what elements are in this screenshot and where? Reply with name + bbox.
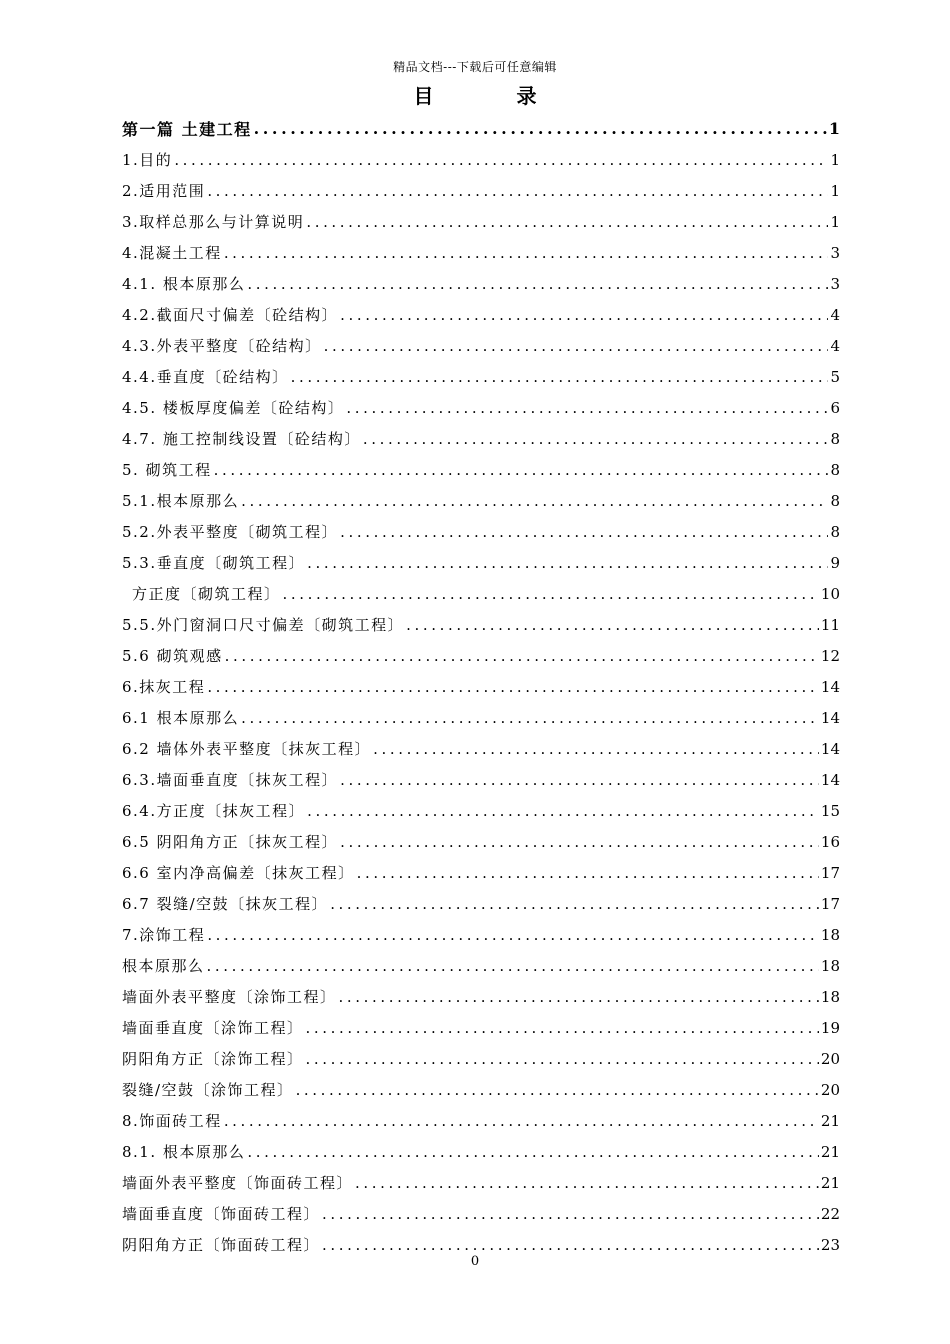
toc-leader-dots <box>207 182 828 200</box>
toc-entry-label: 阴阳角方正〔饰面砖工程〕 <box>122 1236 321 1254</box>
toc-entry[interactable] <box>122 1074 840 1105</box>
toc-entry-label: 2.适用范围 <box>122 182 206 200</box>
table-of-contents <box>122 113 840 1260</box>
toc-entry[interactable] <box>122 1105 840 1136</box>
toc-entry-page: 22 <box>820 1204 840 1223</box>
toc-entry[interactable] <box>122 113 840 144</box>
toc-entry[interactable] <box>122 919 840 950</box>
toc-entry[interactable] <box>122 1167 840 1198</box>
toc-entry[interactable] <box>122 547 840 578</box>
toc-leader-dots <box>340 771 819 789</box>
toc-entry-page: 12 <box>820 646 840 665</box>
toc-entry-page: 8 <box>830 429 840 448</box>
toc-entry-label: 墙面垂直度〔饰面砖工程〕 <box>122 1205 321 1223</box>
toc-entry[interactable] <box>122 733 840 764</box>
toc-entry-label: 5.6 砌筑观感 <box>122 647 223 665</box>
toc-entry-label: 6.4.方正度〔抹灰工程〕 <box>122 802 306 820</box>
toc-entry-page: 18 <box>820 987 840 1006</box>
toc-entry[interactable] <box>122 702 840 733</box>
toc-entry[interactable] <box>122 206 840 237</box>
toc-entry-page: 4 <box>830 305 840 324</box>
page-header: 精品文档---下载后可任意编辑 <box>393 60 557 74</box>
toc-leader-dots <box>322 1236 819 1254</box>
toc-entry-page: 8 <box>830 491 840 510</box>
toc-leader-dots <box>207 926 819 944</box>
toc-entry-page: 21 <box>820 1173 840 1192</box>
toc-entry-label: 4.5. 楼板厚度偏差〔砼结构〕 <box>122 399 345 417</box>
toc-entry-page: 15 <box>820 801 840 820</box>
toc-entry[interactable] <box>122 950 840 981</box>
toc-entry-label: 5. 砌筑工程 <box>122 461 212 479</box>
toc-entry[interactable] <box>122 516 840 547</box>
toc-entry[interactable] <box>122 1198 840 1229</box>
toc-entry-page: 21 <box>820 1111 840 1130</box>
toc-entry[interactable] <box>122 671 840 702</box>
toc-entry-label: 根本原那么 <box>122 957 205 975</box>
toc-entry-page: 18 <box>820 956 840 975</box>
toc-entry[interactable] <box>122 454 840 485</box>
toc-leader-dots <box>363 430 829 448</box>
page-title: 目 录 <box>413 84 575 108</box>
toc-leader-dots <box>283 585 819 603</box>
toc-entry-page: 1 <box>830 150 840 169</box>
toc-entry-label: 1.目的 <box>122 151 173 169</box>
toc-entry-page: 17 <box>820 894 840 913</box>
toc-entry-label: 第一篇 土建工程 <box>122 120 252 139</box>
toc-entry-page: 19 <box>820 1018 840 1037</box>
toc-entry-page: 8 <box>830 460 840 479</box>
toc-entry[interactable] <box>122 485 840 516</box>
toc-leader-dots <box>224 1112 819 1130</box>
page-number: 0 <box>470 1254 480 1269</box>
toc-entry-label: 8.饰面砖工程 <box>122 1112 222 1130</box>
toc-leader-dots <box>307 554 828 572</box>
toc-entry-page: 20 <box>820 1049 840 1068</box>
toc-entry-label: 4.1. 根本原那么 <box>122 275 246 293</box>
toc-entry-page: 10 <box>820 584 840 603</box>
toc-entry-label: 4.7. 施工控制线设置〔砼结构〕 <box>122 430 361 448</box>
toc-entry-label: 5.1.根本原那么 <box>122 492 240 510</box>
toc-entry-label: 4.3.外表平整度〔砼结构〕 <box>122 337 322 355</box>
toc-leader-dots <box>306 213 828 231</box>
toc-entry-label: 6.3.墙面垂直度〔抹灰工程〕 <box>122 771 339 789</box>
toc-entry-page: 5 <box>830 367 840 386</box>
toc-leader-dots <box>306 1050 819 1068</box>
toc-entry[interactable] <box>122 237 840 268</box>
toc-leader-dots <box>207 957 819 975</box>
toc-entry-page: 1 <box>828 119 840 138</box>
toc-leader-dots <box>340 523 828 541</box>
toc-entry[interactable] <box>122 981 840 1012</box>
toc-entry[interactable] <box>122 857 840 888</box>
toc-entry[interactable] <box>122 175 840 206</box>
toc-leader-dots <box>339 988 819 1006</box>
toc-entry-page: 14 <box>820 770 840 789</box>
toc-entry[interactable] <box>122 144 840 175</box>
toc-entry-page: 1 <box>830 181 840 200</box>
toc-entry-page: 3 <box>830 243 840 262</box>
toc-leader-dots <box>307 802 819 820</box>
toc-entry-label: 墙面外表平整度〔饰面砖工程〕 <box>122 1174 354 1192</box>
toc-entry[interactable] <box>122 578 840 609</box>
toc-entry-label: 5.5.外门窗洞口尺寸偏差〔砌筑工程〕 <box>122 616 405 634</box>
toc-leader-dots <box>330 895 819 913</box>
toc-leader-dots <box>296 1081 819 1099</box>
toc-entry-label: 5.3.垂直度〔砌筑工程〕 <box>122 554 306 572</box>
toc-entry-page: 23 <box>820 1235 840 1254</box>
toc-leader-dots <box>241 492 828 510</box>
toc-entry-label: 4.2.截面尺寸偏差〔砼结构〕 <box>122 306 339 324</box>
toc-entry[interactable] <box>122 392 840 423</box>
toc-entry[interactable] <box>122 1136 840 1167</box>
toc-entry-label: 4.4.垂直度〔砼结构〕 <box>122 368 289 386</box>
toc-entry-page: 11 <box>820 615 840 634</box>
toc-entry-label: 5.2.外表平整度〔砌筑工程〕 <box>122 523 339 541</box>
toc-leader-dots <box>174 151 828 169</box>
toc-entry-label: 墙面垂直度〔涂饰工程〕 <box>122 1019 304 1037</box>
toc-leader-dots <box>224 244 829 262</box>
toc-entry-page: 4 <box>830 336 840 355</box>
toc-entry-page: 18 <box>820 925 840 944</box>
toc-entry[interactable] <box>122 764 840 795</box>
toc-leader-dots <box>373 740 819 758</box>
toc-entry-label: 墙面外表平整度〔涂饰工程〕 <box>122 988 337 1006</box>
toc-entry[interactable] <box>122 609 840 640</box>
toc-leader-dots <box>340 306 828 324</box>
toc-entry-page: 9 <box>830 553 840 572</box>
toc-entry-label: 3.取样总那么与计算说明 <box>122 213 305 231</box>
toc-entry-label: 6.7 裂缝/空鼓〔抹灰工程〕 <box>122 895 329 913</box>
toc-entry[interactable] <box>122 330 840 361</box>
toc-entry[interactable] <box>122 1012 840 1043</box>
toc-entry-page: 1 <box>830 212 840 231</box>
toc-entry-page: 20 <box>820 1080 840 1099</box>
toc-leader-dots <box>207 678 819 696</box>
toc-entry-label: 4.混凝土工程 <box>122 244 222 262</box>
toc-entry-page: 14 <box>820 708 840 727</box>
toc-entry-page: 8 <box>830 522 840 541</box>
toc-leader-dots <box>291 368 829 386</box>
toc-leader-dots <box>247 1143 819 1161</box>
toc-entry[interactable] <box>122 268 840 299</box>
toc-entry[interactable] <box>122 826 840 857</box>
toc-leader-dots <box>241 709 819 727</box>
toc-entry-page: 6 <box>830 398 840 417</box>
toc-entry-label: 6.6 室内净高偏差〔抹灰工程〕 <box>122 864 355 882</box>
toc-entry[interactable] <box>122 1043 840 1074</box>
toc-entry[interactable] <box>122 795 840 826</box>
toc-entry-label: 7.涂饰工程 <box>122 926 206 944</box>
toc-leader-dots <box>225 647 819 665</box>
toc-entry[interactable] <box>122 361 840 392</box>
toc-entry-label: 6.抹灰工程 <box>122 678 206 696</box>
toc-entry[interactable] <box>122 299 840 330</box>
toc-entry-label: 裂缝/空鼓〔涂饰工程〕 <box>122 1081 294 1099</box>
toc-entry[interactable] <box>122 640 840 671</box>
toc-entry-page: 14 <box>820 739 840 758</box>
toc-entry-label: 6.5 阴阳角方正〔抹灰工程〕 <box>122 833 339 851</box>
toc-entry[interactable] <box>122 888 840 919</box>
toc-entry-label: 6.1 根本原那么 <box>122 709 240 727</box>
toc-entry[interactable] <box>122 423 840 454</box>
toc-entry-label: 8.1. 根本原那么 <box>122 1143 246 1161</box>
toc-leader-dots <box>340 833 819 851</box>
toc-entry-page: 17 <box>820 863 840 882</box>
toc-leader-dots <box>346 399 828 417</box>
toc-leader-dots <box>214 461 829 479</box>
toc-leader-dots <box>322 1205 819 1223</box>
toc-entry-label: 阴阳角方正〔涂饰工程〕 <box>122 1050 304 1068</box>
toc-leader-dots <box>247 275 828 293</box>
toc-entry-page: 3 <box>830 274 840 293</box>
toc-leader-dots <box>254 119 827 138</box>
toc-entry-label: 方正度〔砌筑工程〕 <box>132 585 281 603</box>
toc-entry-page: 14 <box>820 677 840 696</box>
toc-leader-dots <box>357 864 819 882</box>
toc-leader-dots <box>406 616 819 634</box>
toc-leader-dots <box>355 1174 819 1192</box>
toc-entry-label: 6.2 墙体外表平整度〔抹灰工程〕 <box>122 740 372 758</box>
toc-entry-page: 16 <box>820 832 840 851</box>
toc-leader-dots <box>306 1019 819 1037</box>
toc-entry-page: 21 <box>820 1142 840 1161</box>
toc-leader-dots <box>324 337 829 355</box>
